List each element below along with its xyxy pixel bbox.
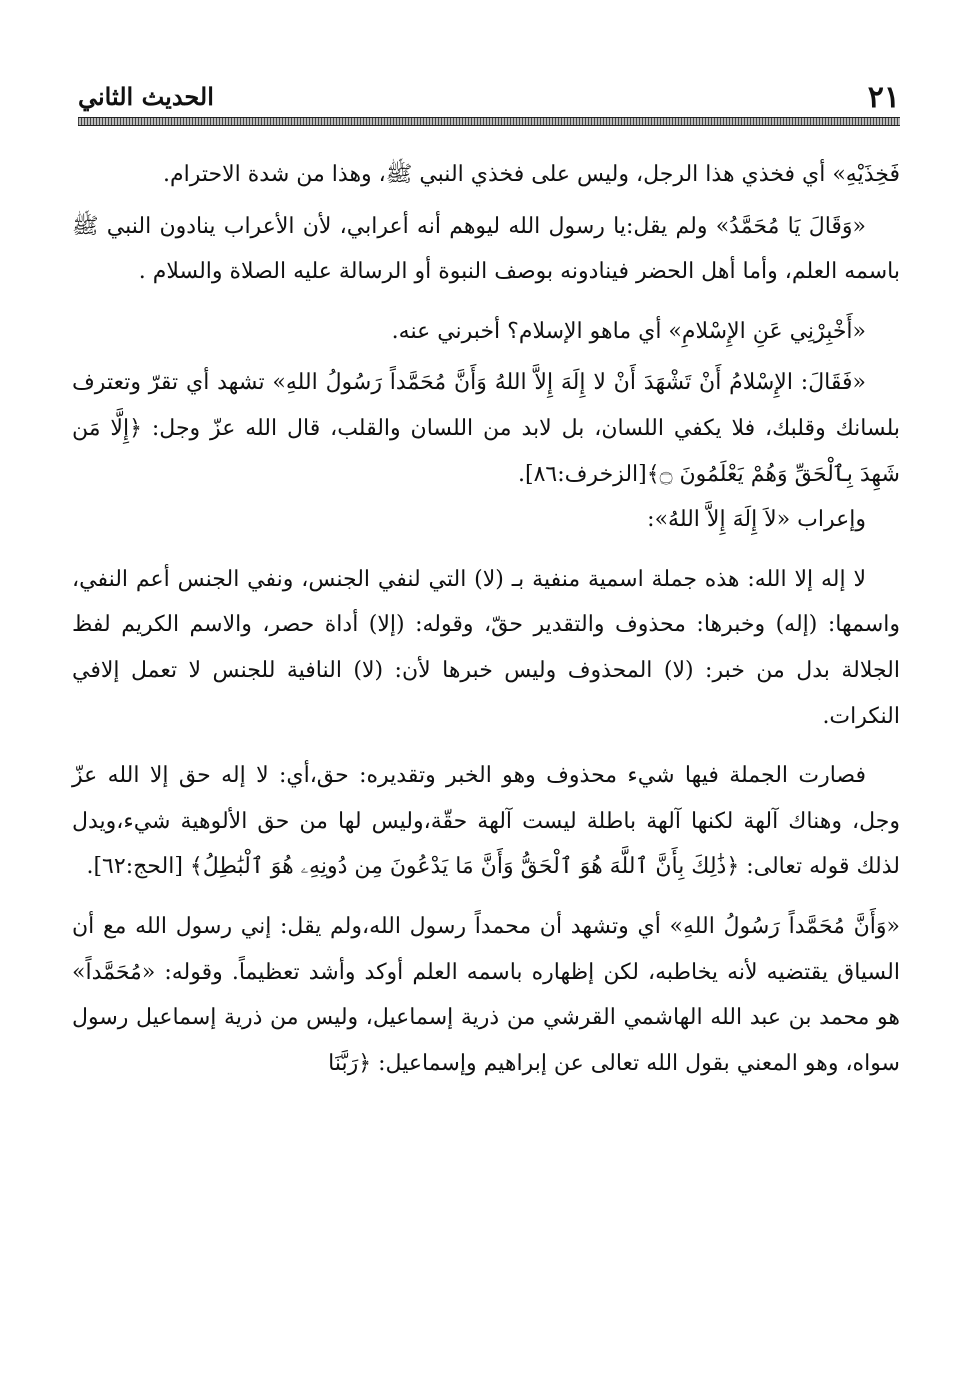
page-header <box>78 80 900 114</box>
paragraph-2: «وَقَالَ يَا مُحَمَّدُ» ولم يقل:يا رسول الله ليوهم أنه أعرابي، لأن الأعراب ينادون النبي ﷺ باسمه العلم، وأما أهل الحضر فينادونه بوصف النبوة أو الرسالة عليه الصلاة والسلام . <box>72 213 900 285</box>
paragraph-6: لا إله إلا الله: هذه جملة اسمية منفية بـ (لا) التي لنفي الجنس، ونفي الجنس أعم النفي، واسمها: (إله) وخبرها: محذوف والتقدير حقّ، وقوله: (إلا) أداة حصر، والاسم الكريم لفظ الجلالة بدل من خبر: (لا) المحذوف وليس خبرها لأن: (لا) النافية للجنس لا تعمل إلافي النكرات. <box>72 566 900 729</box>
page-number: ٢١ <box>867 80 900 115</box>
header-divider <box>78 117 900 126</box>
paragraph-1: فَخِذَيْهِ» أي فخذي هذا الرجل، وليس على فخذي النبي ﷺ، وهذا من شدة الاحترام. <box>163 162 900 187</box>
paragraph-5: وإعراب «لاَ إِلَهَ إِلاَّ اللهُ»: <box>647 507 866 533</box>
paragraph-4: «فَقَالَ: الإِسْلامُ أَنْ تَشْهَدَ أَنْ لا إِلَهَ إِلاَّ اللهُ وَأَنَّ مُحَمَّداً رَسُولُ اللهِ» تشهد أي تقرّ وتعترف بلسانك وقلبك، فلا يكفي اللسان، بل لابد من اللسان والقلب، قال الله عزّ وجل: ﴿إِلَّا مَن شَهِدَ بِٱلْحَقِّ وَهُمْ يَعْلَمُونَ ۝﴾[الزخرف:٨٦]. <box>72 370 900 487</box>
paragraph-7: فصارت الجملة فيها شيء محذوف وهو الخبر وتقديره: حق،أي: لا إله حق إلا الله عزّ وجل، وهناك آلهة لكنها آلهة باطلة ليست آلهة حقّة،وليس لها من حق الألوهية شيء،ويدل لذلك قوله تعالى: ﴿ذَٰلِكَ بِأَنَّ ٱللَّهَ هُوَ ٱلْحَقُّ وَأَنَّ مَا يَدْعُونَ مِن دُونِهِۦ هُوَ ٱلْبَٰطِلُ﴾ [الحج:٦٢]. <box>72 763 900 880</box>
page-body <box>72 152 900 1086</box>
running-title: الحديث الثاني <box>78 82 214 111</box>
paragraph-3: «أَخْبِرْنِي عَنِ الإِسْلامِ» أي ماهو الإسلام؟ أخبرني عنه. <box>391 318 866 344</box>
paragraph-8: «وَأَنَّ مُحَمَّداً رَسُولُ اللهِ» أي وتشهد أن محمداً رسول الله،ولم يقل: إني رسول الله مع أن السياق يقتضيه لأنه يخاطبه، لكن إظهاره باسمه العلم أوكد وأشد تعظيماً. وقوله: «مُحَمَّداً» هو محمد بن عبد الله الهاشمي القرشي من ذرية إسماعيل، وليس من ذرية إسماعيل رسول سواه، وهو المعني بقول الله تعالى عن إبراهيم وإسماعيل: ﴿رَبَّنَا <box>72 913 900 1076</box>
